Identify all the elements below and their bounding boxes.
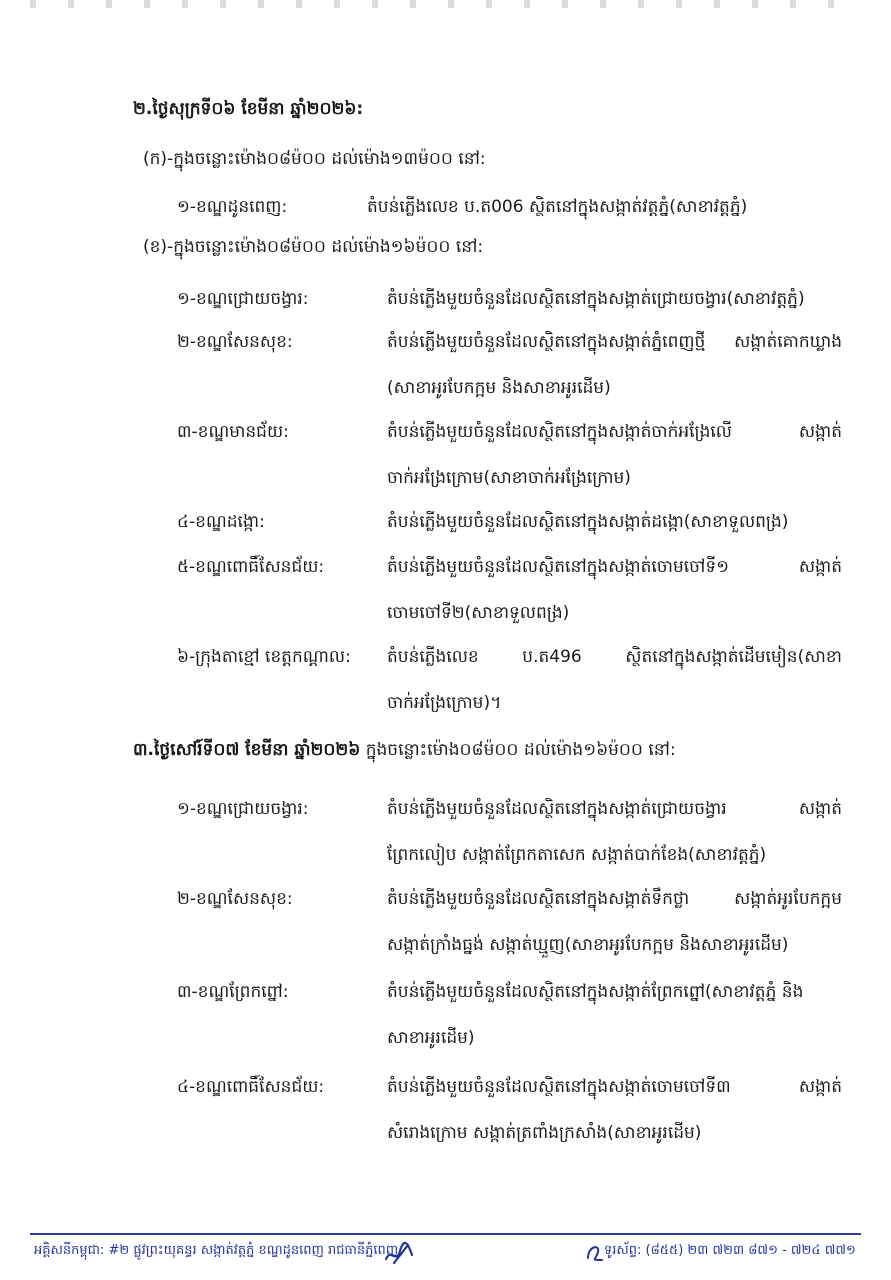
text-part: តំបន់ភ្លើងមួយចំនួនដែលស្ថិតនៅក្នុងសង្កាត់ទឹកថ្លា [387,889,690,909]
subsection-a-heading: (ក)-ក្នុងចន្លោះម៉ោង០៨ម៉០០ ដល់ម៉ោង១៣ម៉០០ នៅ: [143,149,486,169]
list-item-text [387,1075,842,1145]
text-part: តំបន់ភ្លើងមួយចំនួនដែលស្ថិតនៅក្នុងសង្កាត់ជ្រោយចង្វារ [387,799,727,819]
list-item-label: ៤-ខណ្ឌពោធិ៍សែនជ័យ: [177,1077,325,1097]
list-item-label: ៦-ក្រុងតាខ្មៅ ខេត្តកណ្តាល: [177,647,351,667]
top-border-strip [30,0,861,8]
section-3-time: ក្នុងចន្លោះម៉ោង០៨ម៉០០ ដល់ម៉ោង១៦ម៉០០ នៅ: [365,740,676,760]
text-part: សង្កាត់ [798,422,842,442]
list-item-label: ៣-ខណ្ឌមានជ័យ: [177,422,289,442]
list-item-text [387,645,842,715]
text-part: តំបន់ភ្លើងមួយចំនួនដែលស្ថិតនៅក្នុងសង្កាត់ចោមចៅទី១ [387,557,729,577]
footer-address: អគ្គិសនីកម្ពុជា: #២ ផ្លូវព្រះយុគន្ធរ សង្កាត់វត្តភ្នំ ខណ្ឌដូនពេញ រាជធានីភ្នំពេញ [34,1243,399,1258]
list-item-label: ១-ខណ្ឌដូនពេញ: [177,197,288,217]
text-line: តំបន់ភ្លើងមួយចំនួនដែលស្ថិតនៅក្នុងសង្កាត់ព្រែកព្នៅ(សាខាវត្តភ្នំ និង [387,982,804,1002]
section-3-date: ៣.ថ្ងៃសៅរ៍ទី០៧ ខែមីនា ឆ្នាំ២០២៦ [133,740,361,760]
text-part: តំបន់ភ្លើងលេខ [387,647,479,667]
list-item-text [387,330,842,400]
list-item-text: តំបន់ភ្លើងលេខ ប.ត006 ស្ថិតនៅក្នុងសង្កាត់វត្តភ្នំ(សាខាវត្តភ្នំ) [367,197,748,217]
list-item-text: តំបន់ភ្លើងមួយចំនួនដែលស្ថិតនៅក្នុងសង្កាត់ដង្កោ(សាខាទួលពង្រ) [387,512,789,532]
list-item-label: ៤-ខណ្ឌដង្កោ: [177,512,265,532]
list-item-label: ៥-ខណ្ឌពោធិ៍សែនជ័យ: [177,557,325,577]
signature-icon [382,1237,418,1269]
footer-phone: ទូរស័ព្ទ: (៨៥៥) ២៣ ៧២៣ ៨៧១ - ៧២៤ ៧៧១ [604,1243,856,1258]
section-3-heading [133,738,676,762]
text-part: សង្កាត់ [798,557,842,577]
text-line: ចោមចៅទី២(សាខាទួលពង្រ) [387,603,570,623]
list-item-label: ៣-ខណ្ឌព្រែកព្នៅ: [177,982,289,1002]
list-item-text [387,980,842,1050]
list-item-label: ១-ខណ្ឌជ្រោយចង្វារ: [177,289,309,309]
text-part: ប.ត496 [522,647,582,667]
list-item-text [387,797,842,867]
footer-rule [30,1233,861,1235]
initials-icon [584,1238,606,1264]
text-line: សាខាអូរដើម) [387,1028,475,1048]
text-line: សំរោងក្រោម សង្កាត់ត្រពាំងក្រសាំង(សាខាអូរដើម) [387,1123,702,1143]
text-part: តំបន់ភ្លើងមួយចំនួនដែលស្ថិតនៅក្នុងសង្កាត់ភ្នំពេញថ្មី [387,332,706,352]
list-item-text [387,555,842,625]
text-part: សង្កាត់គោកឃ្លាង [734,332,842,352]
text-line: ចាក់អង្រែក្រោម(សាខាចាក់អង្រែក្រោម) [387,468,631,488]
list-item-text [387,420,842,490]
text-part: តំបន់ភ្លើងមួយចំនួនដែលស្ថិតនៅក្នុងសង្កាត់ចាក់អង្រែលើ [387,422,732,442]
text-line: ចាក់អង្រែក្រោម)។ [387,693,502,713]
subsection-b-heading: (ខ)-ក្នុងចន្លោះម៉ោង០៨ម៉០០ ដល់ម៉ោង១៦ម៉០០ នៅ: [143,237,484,257]
text-line: ព្រែកលៀប សង្កាត់ព្រែកតាសេក សង្កាត់បាក់ខែង(សាខាវត្តភ្នំ) [387,845,767,865]
list-item-text: តំបន់ភ្លើងមួយចំនួនដែលស្ថិតនៅក្នុងសង្កាត់ជ្រោយចង្វារ(សាខាវត្តភ្នំ) [387,289,805,309]
text-line: (សាខាអូរបែកក្អម និងសាខាអូរដើម) [387,378,611,398]
text-part: សង្កាត់ [798,799,842,819]
list-item-label: ២-ខណ្ឌសែនសុខ: [177,332,293,352]
list-item-label: ១-ខណ្ឌជ្រោយចង្វារ: [177,799,309,819]
text-part: សង្កាត់ [798,1077,842,1097]
list-item-text [387,887,842,957]
section-2-heading: ២.ថ្ងៃសុក្រទី០៦ ខែមីនា ឆ្នាំ២០២៦: [133,99,364,119]
text-line: សង្កាត់ក្រាំងធ្នង់ សង្កាត់ឃ្មួញ(សាខាអូរបែកក្អម និងសាខាអូរដើម) [387,935,789,955]
text-part: សង្កាត់អូរបែកក្អម [734,889,842,909]
list-item-label: ២-ខណ្ឌសែនសុខ: [177,889,293,909]
text-part: ស្ថិតនៅក្នុងសង្កាត់ដើមមៀន(សាខា [625,647,842,667]
text-part: តំបន់ភ្លើងមួយចំនួនដែលស្ថិតនៅក្នុងសង្កាត់ចោមចៅទី៣ [387,1077,731,1097]
